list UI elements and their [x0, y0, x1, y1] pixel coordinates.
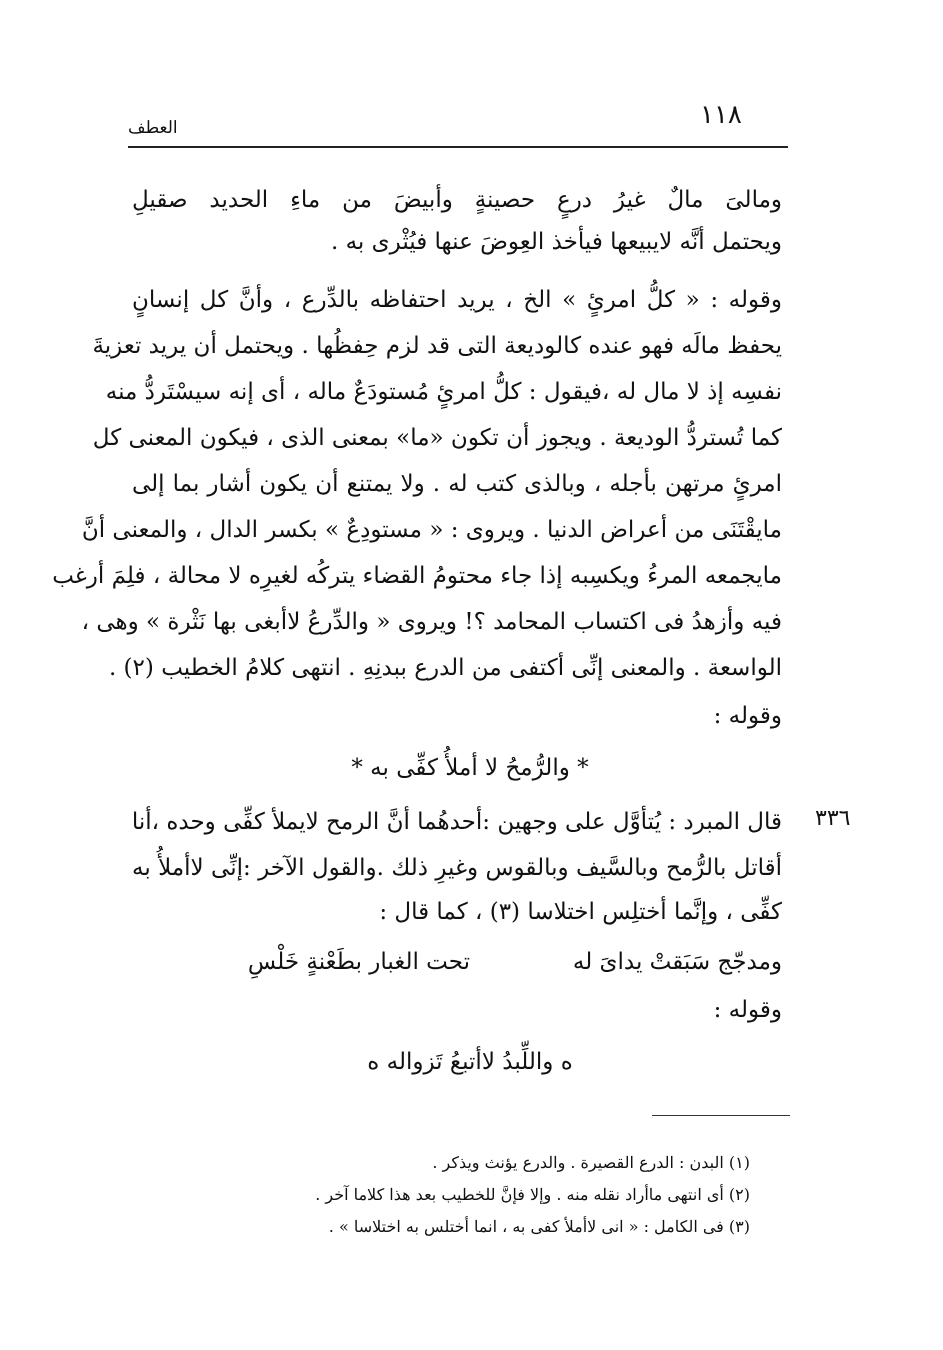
body-line-10: الواسعة . والمعنى إنِّى أكتفى من الدرع ببدنِهِ . انتهى كلامُ الخطيب (٢) .: [108, 655, 782, 681]
running-head: العطف: [128, 118, 178, 138]
body-line-5: كما تُستردُّ الوديعة . ويجوز أن تكون «ما» بمعنى الذى ، فيكون المعنى كل: [92, 425, 782, 451]
hemistich-2: ه واللِّبدُ لاأتبعُ تَزواله ه: [367, 1049, 573, 1075]
qawluhu-label-1: وقوله :: [713, 703, 782, 729]
verse-line-1: ومالىَ مالٌ غيرُ درعٍ حصينةٍ وأبيضَ من ماءِ الحديد صقيلِ: [132, 187, 782, 213]
verse2-second-hemistich: تحت الغبار بطَعْنةٍ خَلْسِ: [247, 949, 470, 975]
footnote-2: (٢) أى انتهى ماأراد نقله منه . وإلا فإنَّ للخطيب بعد هذا كلاما آخر .: [315, 1185, 750, 1204]
page-number: ١١٨: [700, 100, 742, 130]
verse2-first-hemistich: ومدجّج سَبَقتْ يداىَ له: [572, 949, 782, 975]
body-line-1: ويحتمل أنَّه لايبيعها فيأخذ العِوضَ عنها فيُثْرى به .: [330, 229, 782, 255]
body-line-7: مايقْتَنَى من أعراض الدنيا . ويروى : « مستودِعٌ » بكسر الدال ، والمعنى أنَّ: [81, 517, 782, 543]
hemistich-1: * والرُّمحُ لا أملأُ كفِّى به *: [351, 755, 589, 781]
qawluhu-label-2: وقوله :: [713, 997, 782, 1023]
footnote-1: (١) البدن : الدرع القصيرة . والدرع يؤنث ويذكر .: [432, 1153, 750, 1172]
body-line-2: وقوله : « كلُّ امرئٍ » الخ ، يريد احتفاظه بالدِّرع ، وأنَّ كل إنسانٍ: [132, 287, 782, 313]
body-line-9: فيه وأزهدُ فى اكتساب المحامد ؟! ويروى « والدِّرعُ لاأبغى بها نَثْرة » وهى ،: [81, 609, 782, 635]
footnote-rule: [652, 1115, 790, 1116]
header-rule: [128, 146, 788, 148]
body-line-4: نفسِه إذ لا مال له ،فيقول : كلُّ امرئٍ مُستودَعٌ ماله ، أى إنه سيسْتَردُّ منه: [105, 379, 782, 405]
body-line-6: امرئٍ مرتهن بأجله ، وبالذى كتب له . ولا يمتنع أن يكون أشار بما إلى: [132, 471, 782, 497]
footnote-3: (٣) فى الكامل : « انى لاأملأ كفى به ، انما أختلس به اختلاسا » .: [328, 1217, 750, 1236]
body-line-3: يحفظ مالَه فهو عنده كالوديعة التى قد لزم حِفظُها . ويحتمل أن يريد تعزيةَ: [92, 333, 782, 359]
margin-number: ٣٣٦: [815, 806, 851, 831]
body2-line-3: كفِّى ، وإنَّما أختلِس اختلاسا (٣) ، كما قال :: [379, 899, 782, 925]
body-line-8: مايجمعه المرءُ ويكسِبه إذا جاء محتومُ القضاء يتركُه لغيرِه لا محالة ، فلِمَ أرغب: [52, 563, 782, 589]
body2-line-1: قال المبرد : يُتأوَّل على وجهين :أحدهُما أنَّ الرمح لايملأ كفِّى وحده ،أنا: [131, 809, 782, 835]
body2-line-2: أقاتل بالرُّمح وبالسَّيف وبالقوس وغيرِ ذلك .والقول الآخر :إنِّى لاأملأُ به: [132, 855, 782, 881]
